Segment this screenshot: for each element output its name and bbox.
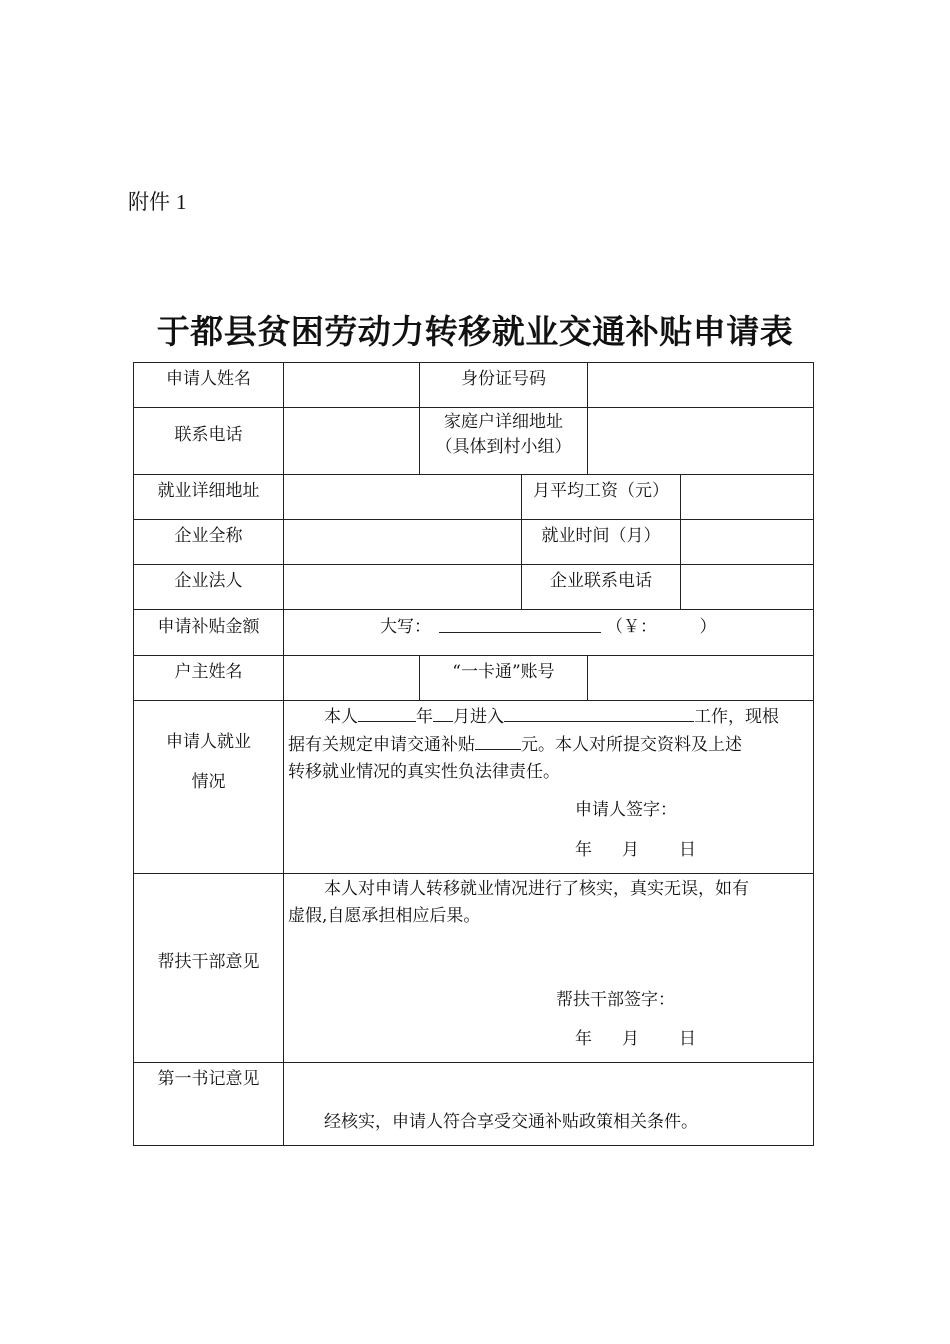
monthly-wage-label: 月平均工资（元） (533, 480, 669, 501)
attachment-label: 附件 1 (128, 190, 187, 214)
yuan-close-label: ） (699, 616, 717, 637)
month-blank[interactable] (433, 703, 453, 722)
home-address-label: 家庭户详细地址 （具体到村小组） (435, 412, 572, 457)
applicant-name-label: 申请人姓名 (166, 368, 251, 389)
id-number-field[interactable] (588, 362, 813, 407)
yuan-open-label: （￥： (606, 616, 657, 637)
household-head-field[interactable] (284, 655, 419, 700)
cadre-sign-label: 帮扶干部签字： (556, 990, 675, 1010)
amount-blank[interactable] (475, 731, 521, 750)
applicant-sign-label: 申请人签字： (575, 800, 677, 820)
cadre-sign-date: 年 月 日 (575, 1029, 696, 1049)
company-phone-label: 企业联系电话 (550, 570, 652, 591)
cadre-opinion-label: 帮扶干部意见 (157, 951, 260, 972)
card-account-field[interactable] (588, 655, 813, 700)
household-head-label: 户主姓名 (174, 661, 243, 682)
form-title: 于都县贫困劳动力转移就业交通补贴申请表 (156, 312, 794, 351)
legal-person-field[interactable] (284, 564, 521, 609)
year-blank[interactable] (358, 703, 416, 722)
capital-label: 大写： (380, 616, 431, 637)
work-address-label: 就业详细地址 (157, 480, 260, 501)
work-address-field[interactable] (284, 474, 521, 519)
phone-label: 联系电话 (174, 424, 243, 445)
yuan-amount-field[interactable] (662, 614, 698, 640)
company-phone-field[interactable] (681, 564, 813, 609)
cadre-statement: 本人对申请人转移就业情况进行了核实，真实无误，如有 虚假,自愿承担相应后果。 (288, 879, 749, 926)
phone-field[interactable] (284, 407, 419, 474)
id-number-label: 身份证号码 (461, 368, 546, 389)
company-name-field[interactable] (284, 519, 521, 564)
employment-statement: 本人 年 月进入 工作，现根 据有关规定申请交通补贴 元。本人对所提交资料及上述 转移就业情况的真实性负法律责任。 (288, 703, 810, 786)
employment-time-label: 就业时间（月） (541, 525, 661, 546)
employment-time-field[interactable] (681, 519, 813, 564)
secretary-opinion-label: 第一书记意见 (157, 1068, 260, 1089)
subsidy-amount-label: 申请补贴金额 (157, 616, 260, 637)
capital-amount-field[interactable] (439, 632, 601, 633)
home-address-field[interactable] (588, 407, 813, 474)
company-name-label: 企业全称 (174, 525, 243, 546)
applicant-name-field[interactable] (284, 362, 419, 407)
company-blank[interactable] (504, 703, 694, 722)
card-account-label: “一卡通”账号 (452, 661, 555, 682)
applicant-sign-date: 年 月 日 (575, 840, 696, 860)
secretary-statement: 经核实，申请人符合享受交通补贴政策相关条件。 (324, 1112, 698, 1132)
monthly-wage-field[interactable] (681, 474, 813, 519)
legal-person-label: 企业法人 (174, 570, 243, 591)
employment-status-label: 申请人就业 情况 (166, 732, 251, 792)
